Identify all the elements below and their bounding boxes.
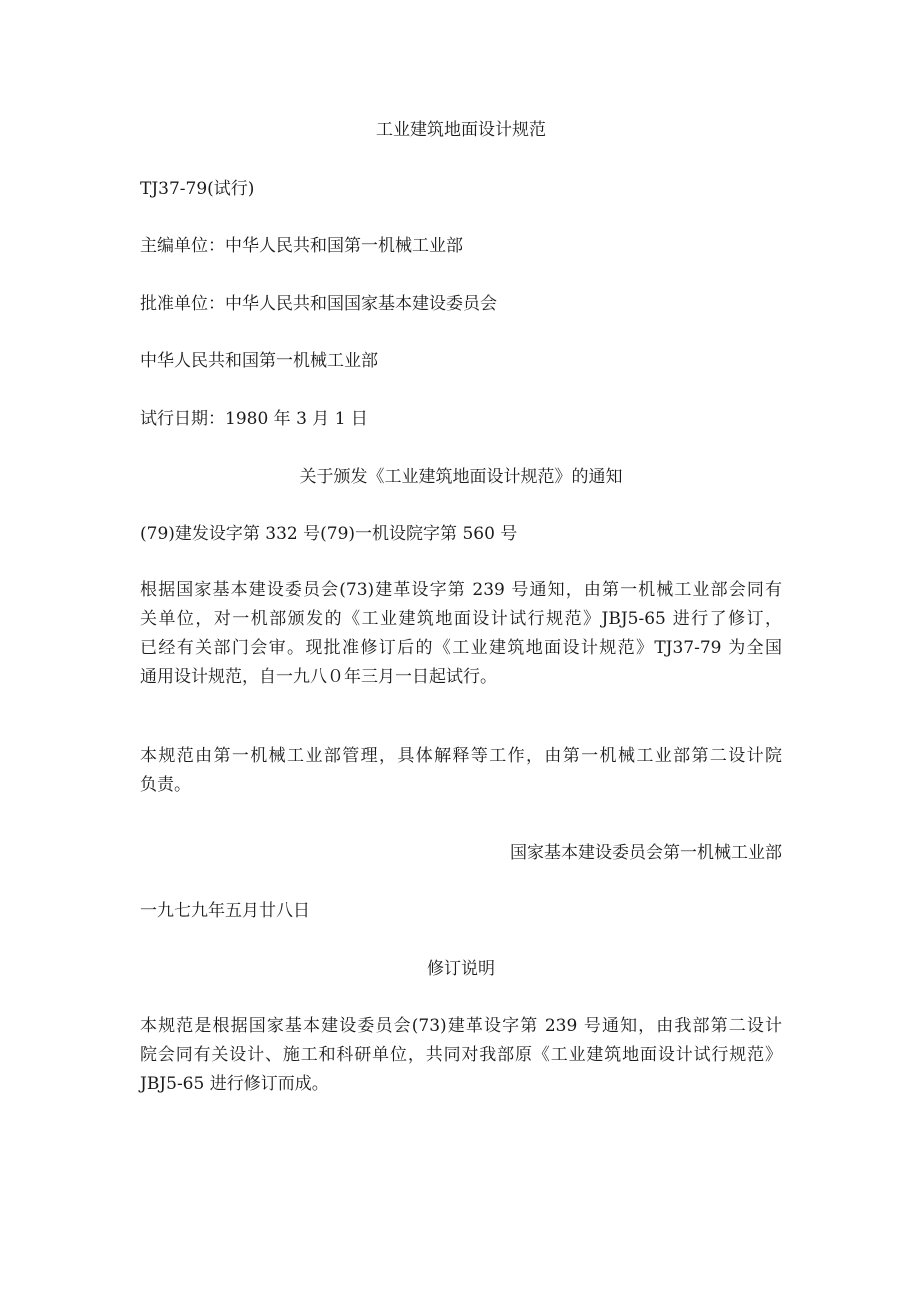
notice-paragraph-2 [140,742,782,800]
paragraph-line: 已经有关部门会审。现批准修订后的《工业建筑地面设计规范》TJ37-79 为全国 [140,638,782,658]
editor-unit: 主编单位：中华人民共和国第一机械工业部 [140,236,463,256]
paragraph-line: 本规范是根据国家基本建设委员会(73)建革设字第 239 号通知，由我部第二设计 [140,1016,782,1036]
notice-date: 一九七九年五月廿八日 [140,901,310,921]
paragraph-line: 关单位，对一机部颁发的《工业建筑地面设计试行规范》JBJ5-65 进行了修订， [140,609,782,629]
paragraph-line: 通用设计规范，自一九八０年三月一日起试行。 [140,667,497,687]
approval-unit: 批准单位：中华人民共和国国家基本建设委员会 [140,294,497,314]
document-title: 工业建筑地面设计规范 [376,120,546,140]
signatories: 国家基本建设委员会第一机械工业部 [510,843,782,863]
paragraph-line: 根据国家基本建设委员会(73)建革设字第 239 号通知，由第一机械工业部会同有 [140,580,782,600]
trial-date: 试行日期：1980 年 3 月 1 日 [140,409,368,429]
paragraph-line: JBJ5-65 进行修订而成。 [140,1074,329,1094]
revision-title: 修订说明 [427,959,495,979]
paragraph-line: 负责。 [140,775,191,795]
standard-code: TJ37-79(试行) [140,179,255,199]
approval-unit-second: 中华人民共和国第一机械工业部 [140,351,378,371]
paragraph-line: 本规范由第一机械工业部管理，具体解释等工作，由第一机械工业部第二设计院 [140,746,782,766]
notice-title: 关于颁发《工业建筑地面设计规范》的通知 [299,467,623,487]
paragraph-line: 院会同有关设计、施工和科研单位，共同对我部原《工业建筑地面设计试行规范》 [140,1045,782,1065]
revision-paragraph [140,1012,782,1099]
notice-number: (79)建发设字第 332 号(79)一机设院字第 560 号 [140,524,518,544]
notice-paragraph-1 [140,576,782,692]
